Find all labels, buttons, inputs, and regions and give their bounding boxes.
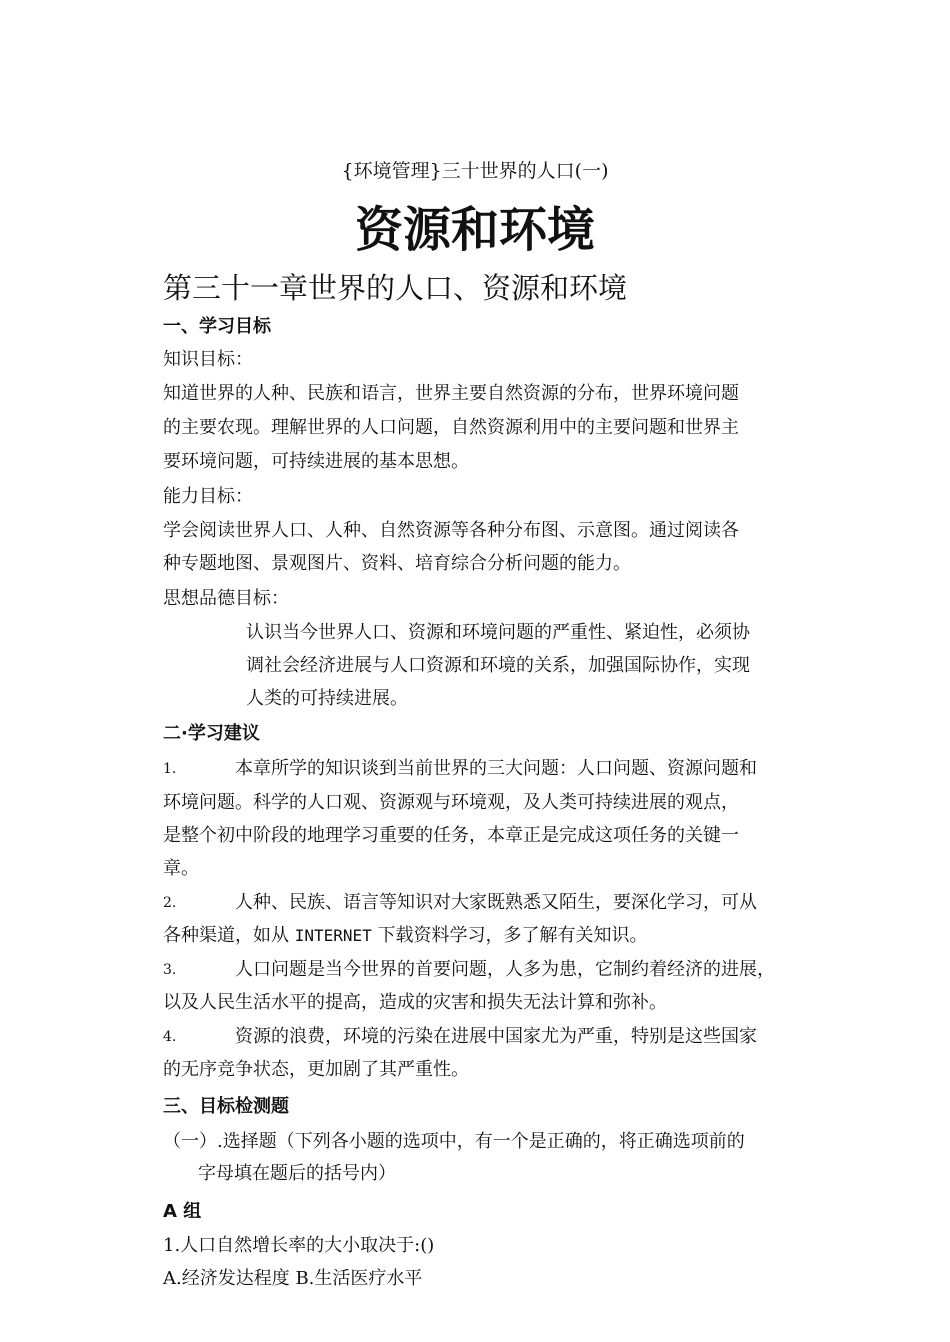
internet-term: INTERNET <box>294 926 372 945</box>
question-1-options: A.经济发达程度 B.生活医疗水平 <box>163 1268 423 1289</box>
list-number: 2. <box>163 895 177 911</box>
question-1: 1.人口自然增长率的大小取决于:() <box>163 1235 435 1256</box>
section-heading-goals: 一、学习目标 <box>163 316 271 337</box>
paragraph-line: 的主要农现。理解世界的人口问题，自然资源利用中的主要问题和世界主 <box>163 417 739 438</box>
list-item-line: 是整个初中阶段的地理学习重要的任务，本章正是完成这项任务的关键一 <box>163 825 739 846</box>
list-number: 3. <box>163 962 177 978</box>
group-heading: A 组 <box>163 1201 202 1222</box>
document-big-title: 资源和环境 <box>354 202 595 258</box>
choice-intro-line: （一）.选择题（下列各小题的选项中，有一个是正确的，将正确选项前的 <box>163 1131 745 1152</box>
list-number: 4. <box>163 1029 177 1045</box>
ability-label: 能力目标： <box>163 486 253 507</box>
paragraph-line: 知道世界的人种、民族和语言，世界主要自然资源的分布，世界环境问题 <box>163 383 739 404</box>
list-item-line: 资源的浪费，环境的污染在进展中国家尤为严重，特别是这些国家 <box>235 1026 757 1047</box>
list-item-line <box>163 923 648 949</box>
list-item-line: 人口问题是当今世界的首要问题，人多为患，它制约着经济的进展， <box>235 959 775 980</box>
list-item-line: 的无序竞争状态，更加剧了其严重性。 <box>163 1059 469 1080</box>
text-segment: 各种渠道，如从 <box>163 925 295 946</box>
list-item-line: 章。 <box>163 858 199 879</box>
section-heading-suggestions: 二·学习建议 <box>163 723 260 744</box>
list-item-line: 环境问题。科学的人口观、资源观与环境观，及人类可持续进展的观点， <box>163 792 739 813</box>
paragraph-line: 认识当今世界人口、资源和环境问题的严重性、紧迫性，必须协 <box>246 622 750 643</box>
list-number: 1. <box>163 761 177 777</box>
knowledge-label: 知识目标： <box>163 349 253 370</box>
paragraph-line: 种专题地图、景观图片、资料、培育综合分析问题的能力。 <box>163 553 631 574</box>
list-item-line: 人种、民族、语言等知识对大家既熟悉又陌生，要深化学习，可从 <box>235 892 757 913</box>
chapter-title: 第三十一章世界的人口、资源和环境 <box>163 271 628 305</box>
document-small-title: {环境管理}三十世界的人口(一) <box>341 160 609 182</box>
list-item-line: 以及人民生活水平的提高，造成的灾害和损失无法计算和弥补。 <box>163 992 667 1013</box>
paragraph-line: 学会阅读世界人口、人种、自然资源等各种分布图、示意图。通过阅读各 <box>163 520 739 541</box>
paragraph-line: 人类的可持续进展。 <box>246 688 408 709</box>
list-item-line: 本章所学的知识谈到当前世界的三大问题：人口问题、资源问题和 <box>235 758 757 779</box>
text-segment: 下载资料学习，多了解有关知识。 <box>371 925 648 946</box>
paragraph-line: 调社会经济进展与人口资源和环境的关系，加强国际协作，实现 <box>246 655 750 676</box>
paragraph-line: 要环境问题，可持续进展的基本思想。 <box>163 451 469 472</box>
moral-label: 思想品德目标： <box>163 588 289 609</box>
choice-intro-line: 字母填在题后的括号内） <box>198 1163 396 1184</box>
section-heading-tests: 三、目标检测题 <box>163 1096 289 1117</box>
